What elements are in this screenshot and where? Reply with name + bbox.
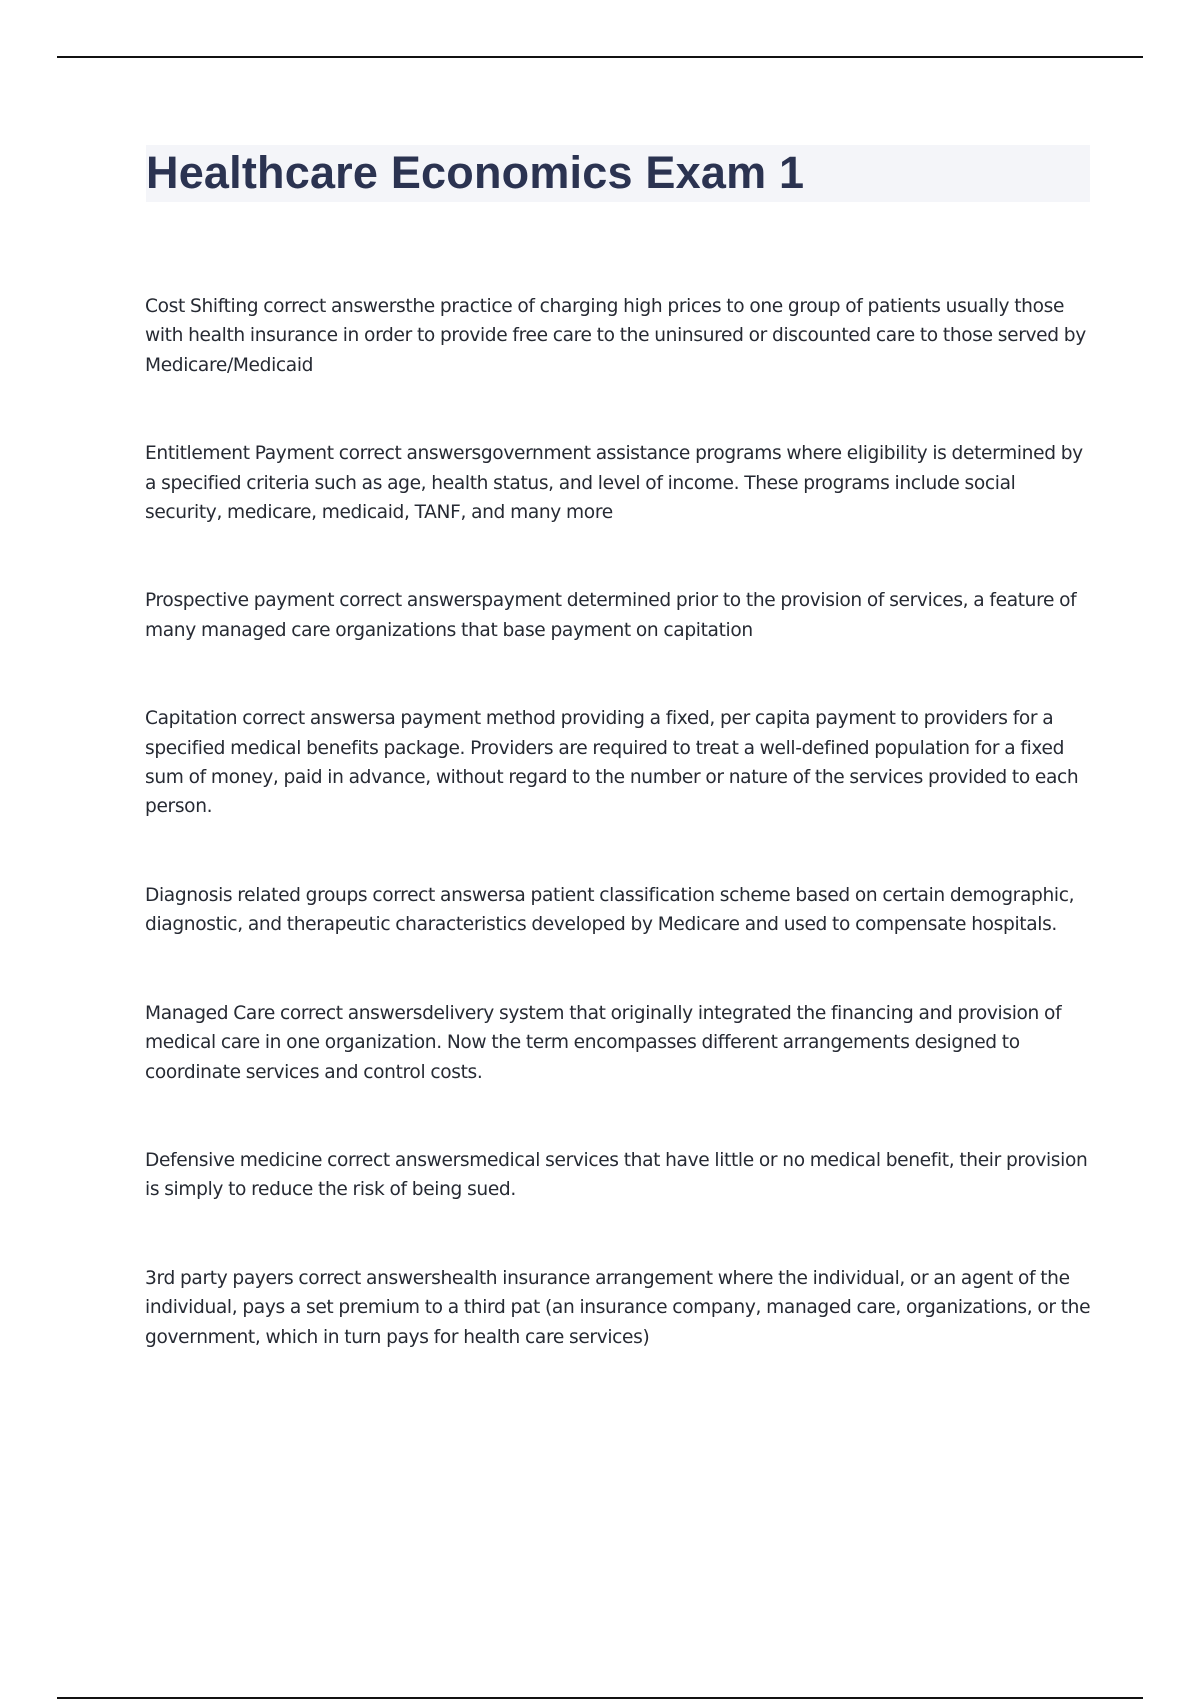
entry-prospective-payment: Prospective payment correct answerspayment determined prior to the provision of services, a feature of many managed care organizations that base payment on capitation xyxy=(145,590,1077,641)
top-rule xyxy=(57,56,1143,58)
entry-cost-shifting: Cost Shifting correct answersthe practice of charging high prices to one group of patients usually those with health insurance in order to provide free care to the uninsured or discounted care to those served by Medicare/Medicaid xyxy=(145,296,1086,376)
entry-entitlement-payment: Entitlement Payment correct answersgovernment assistance programs where eligibility is determined by a specified criteria such as age, health status, and level of income. These programs include social security, medicare, medicaid, TANF, and many more xyxy=(145,443,1083,524)
bottom-rule xyxy=(57,1697,1143,1699)
entry-managed-care: Managed Care correct answersdelivery system that originally integrated the financing and provision of medical care in one organization. Now the term encompasses different arrangements designed to coordinate services and control costs. xyxy=(145,1002,1062,1083)
page-title: Healthcare Economics Exam 1 xyxy=(146,147,805,198)
entry-capitation: Capitation correct answersa payment method providing a fixed, per capita payment to providers for a specified medical benefits package. Providers are required to treat a well-defined population for a fixed sum of money, paid in advance, without regard to the number or nature of the services provided to each person. xyxy=(145,708,1079,818)
entry-defensive-medicine: Defensive medicine correct answersmedical services that have little or no medical benefit, their provision is simply to reduce the risk of being sued. xyxy=(145,1149,1088,1201)
entry-list xyxy=(145,292,1095,1411)
entry-diagnosis-related-groups: Diagnosis related groups correct answersa patient classification scheme based on certain demographic, diagnostic, and therapeutic characteristics developed by Medicare and used to compensate hospitals. xyxy=(145,884,1075,936)
entry-third-party-payers: 3rd party payers correct answershealth insurance arrangement where the individual, or an agent of the individual, pays a set premium to a third pat (an insurance company, managed care, organizations, or the government, which in turn pays for health care services) xyxy=(145,1267,1091,1348)
